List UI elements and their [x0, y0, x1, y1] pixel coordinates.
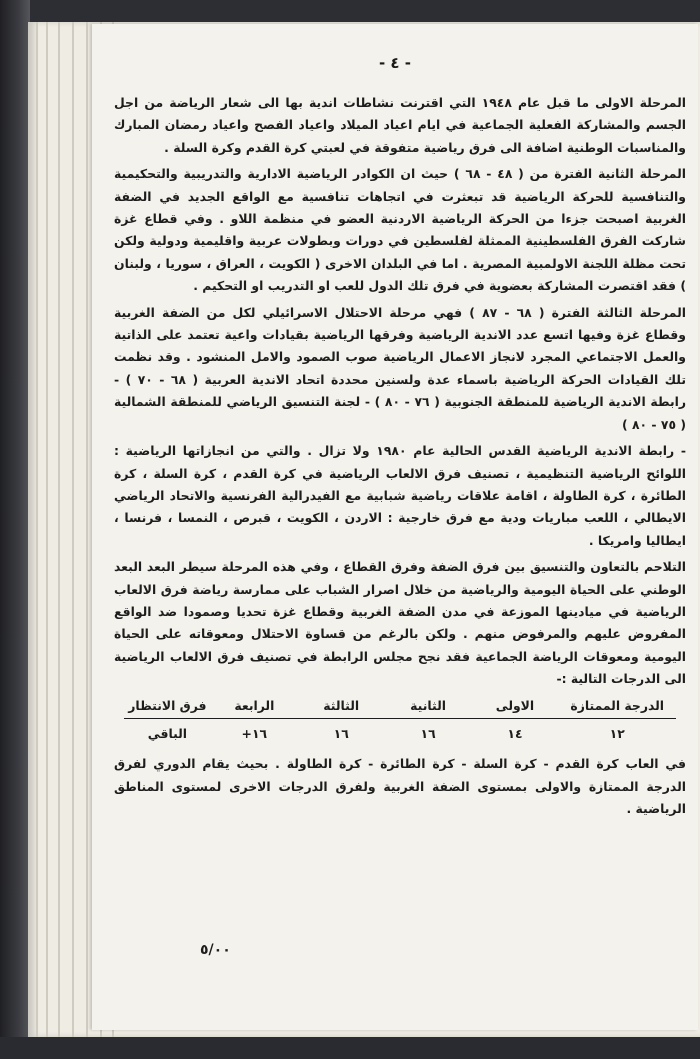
page-edge: [72, 22, 74, 1037]
table-column: [298, 695, 385, 746]
page-edge: [58, 22, 60, 1037]
page-edge: [36, 22, 38, 1037]
body-text: [114, 92, 686, 825]
footer-number: ٥/٠٠: [200, 942, 231, 958]
table-column: [124, 695, 211, 746]
binder-spine: [0, 0, 30, 1059]
table-cell: الباقي: [147, 725, 188, 741]
paragraph-closing: في العاب كرة القدم - كرة السلة - كرة الطائرة - كرة الطاولة . بحيث يقام الدوري لفرق الدرجة الممتازة والاولى بمستوى الضفة الغربية ولفرق الدرجات الاخرى لمستوى المناطق الرياضية .: [114, 756, 686, 817]
table-header: الدرجة الممتازة: [558, 695, 676, 719]
table-header: الرابعة: [211, 695, 298, 719]
page-edge: [46, 22, 48, 1037]
table-header: فرق الانتظار: [124, 695, 211, 719]
table-header: الثالثة: [298, 695, 385, 719]
binder-bottom: [0, 1037, 700, 1059]
paragraph-stage-one: المرحلة الاولى ما قبل عام ١٩٤٨ التي اقترنت نشاطات اندية بها الى شعار الرياضة من اجل الجسم والمشاركة الفعلية الجماعية في ايام اعياد الميلاد واعياد الفصح واعياد رمضان المبارك والمناسبات الوطنية اضافة الى فرق رياضية متفوقة في لعبتي كرة القدم وكرة السلة .: [114, 95, 686, 155]
table-column: [385, 695, 472, 746]
table-column: [558, 695, 676, 746]
table-header: الثانية: [385, 695, 472, 719]
table-cell: ١٢: [609, 725, 625, 741]
page-edge: [86, 22, 88, 1037]
table-header: الاولى: [472, 695, 559, 719]
table-cell: ١٦: [333, 725, 349, 741]
table-column: [472, 695, 559, 746]
division-table: [114, 695, 686, 746]
paragraph-league: - رابطة الاندية الرياضية القدس الحالية عام ١٩٨٠ ولا تزال . والتي من انجازاتها الرياضية : اللوائح الرياضية التنظيمية ، تصنيف فرق الالعاب الرياضية في كرة القدم ، كرة السلة ، كرة الطائرة ، كرة الطاولة ، اقامة علاقات رياضية شبابية مع الفيدرالية الفرنسية والاتحاد الرياضي الايطالي ، اللعب مباريات ودية مع فرق خارجية : الاردن ، الكويت ، قبرص ، النمسا ، فرنسا ، ايطاليا وامريكا .: [114, 443, 687, 548]
table-cell: ١٤: [507, 725, 523, 741]
table-cell: ١٦+: [241, 725, 268, 741]
paragraph-cohesion: التلاحم بالتعاون والتنسيق بين فرق الضفة وفرق القطاع ، وفي هذه المرحلة سيطر البعد البعد الوطني على الحياة اليومية والرياضية من خلال اصرار الشباب على ممارسة رياضة فرق الالعاب الرياضية في ميادينها الموزعة في مدن الضفة الغربية وقطاع غزة تحديا وصمودا ضد الواقع المفروض عليهم والمرفوض منهم . ولكن بالرغم من قساوة الاحتلال ومعوقاته على الحياة اليومية ومعوقات الرياضة الجماعية فقد نجح مجلس الرابطة في تصنيف فرق الالعاب الرياضية الى الدرجات التالية :-: [114, 559, 686, 687]
document-page: [92, 24, 698, 1030]
table-column: [211, 695, 298, 746]
table-cell: ١٦: [420, 725, 436, 741]
paragraph-stage-three: المرحلة الثالثة الفترة ( ٦٨ - ٨٧ ) فهي مرحلة الاحتلال الاسرائيلي لكل من الضفة الغربية وقطاع غزة وفيها اتسع عدد الاندية الرياضية وفرقها الرياضية بقيادات واعية تعتمد على الذاتية والعمل الاجتماعي المجرد لانجاز الاعمال الرياضية صوب الصمود والامل المنشود . وقد نظمت تلك القيادات الحركة الرياضية باسماء عدة ولسنين محددة اتحاد الاندية العربية ( ٦٨ - ٧٠ ) - رابطة الاندية الرياضية للمنطقة الجنوبية ( ٧٦ - ٨٠ ) - لجنة التنسيق الرياضي للمنطقة الشمالية ( ٧٥ - ٨٠ ): [114, 304, 687, 432]
page-number: - ٤ -: [378, 54, 412, 72]
paragraph-stage-two: المرحلة الثانية الفترة من ( ٤٨ - ٦٨ ) حيث ان الكوادر الرياضية الادارية والتدريبية والتحكيمية والتنافسية للحركة الرياضية قد تبعثرت في اتجاهات تنافسية مع الواقع الجديد في الضفة الغربية اصبحت جزءا من الحركة الرياضية الاردنية العضو في منظمة اللاو . وفي قطاع غزة شاركت الفرق الفلسطينية الممثلة لفلسطين في دورات وبطولات عربية واقليمية ودولية ولكن تحت مظلة اللجنة الاولمبية المصرية . اما في البلدان الاخرى ( الكويت ، العراق ، سوريا ، ولبنان ) فقد اقتصرت المشاركة بعضوية في فرق تلك الدول للعب او التدريب او التحكيم .: [114, 166, 686, 294]
